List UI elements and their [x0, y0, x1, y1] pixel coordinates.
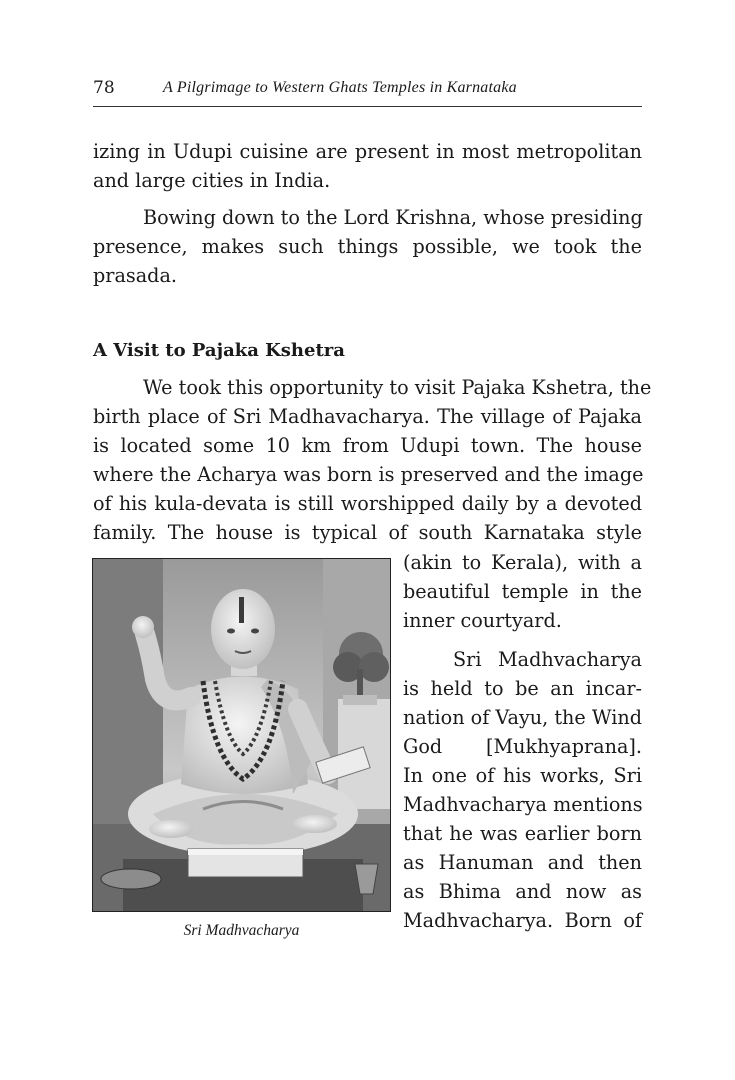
text-line: is located some 10 km from Udupi town. The house — [93, 434, 642, 457]
text-line: nation of Vayu, the Wind — [403, 706, 643, 729]
text-line: as Bhima and now as — [403, 880, 642, 903]
section-heading: A Visit to Pajaka Kshetra — [93, 340, 345, 361]
illustration-graphic — [93, 559, 390, 911]
text-line: birth place of Sri Madhavacharya. The village of Pajaka — [93, 405, 642, 428]
text-line: izing in Udupi cuisine are present in most metropolitan — [93, 140, 642, 163]
page-number: 78 — [93, 78, 115, 98]
text-line: where the Acharya was born is preserved and the image — [93, 463, 644, 486]
text-line: prasada. — [93, 264, 178, 287]
text-line: that he was earlier born — [403, 822, 642, 845]
text-line: family. The house is typical of south Karnataka style — [93, 521, 642, 544]
text-line: Madhvacharya. Born of — [403, 909, 642, 932]
text-line: We took this opportunity to visit Pajaka Kshetra, the — [143, 376, 652, 399]
text-line: In one of his works, Sri — [403, 764, 642, 787]
text-line: as Hanuman and then — [403, 851, 642, 874]
text-line: presence, makes such things possible, we took the — [93, 235, 642, 258]
text-line: is held to be an incar- — [403, 677, 642, 700]
text-line: Sri Madhvacharya — [453, 648, 642, 671]
text-line: beautiful temple in the — [403, 580, 642, 603]
text-line: Bowing down to the Lord Krishna, whose presiding — [143, 206, 643, 229]
running-header — [93, 74, 642, 107]
text-line: Madhvacharya mentions — [403, 793, 643, 816]
text-line: of his kula-devata is still worshipped daily by a devoted — [93, 492, 642, 515]
text-line: (akin to Kerala), with a — [403, 551, 642, 574]
text-line: and large cities in India. — [93, 169, 331, 192]
text-line: inner courtyard. — [403, 609, 562, 632]
madhvacharya-illustration — [92, 558, 391, 912]
text-line: God [Mukhyaprana]. — [403, 735, 642, 758]
running-title: A Pilgrimage to Western Ghats Temples in Karnataka — [163, 79, 517, 96]
figure-caption: Sri Madhvacharya — [183, 922, 300, 939]
